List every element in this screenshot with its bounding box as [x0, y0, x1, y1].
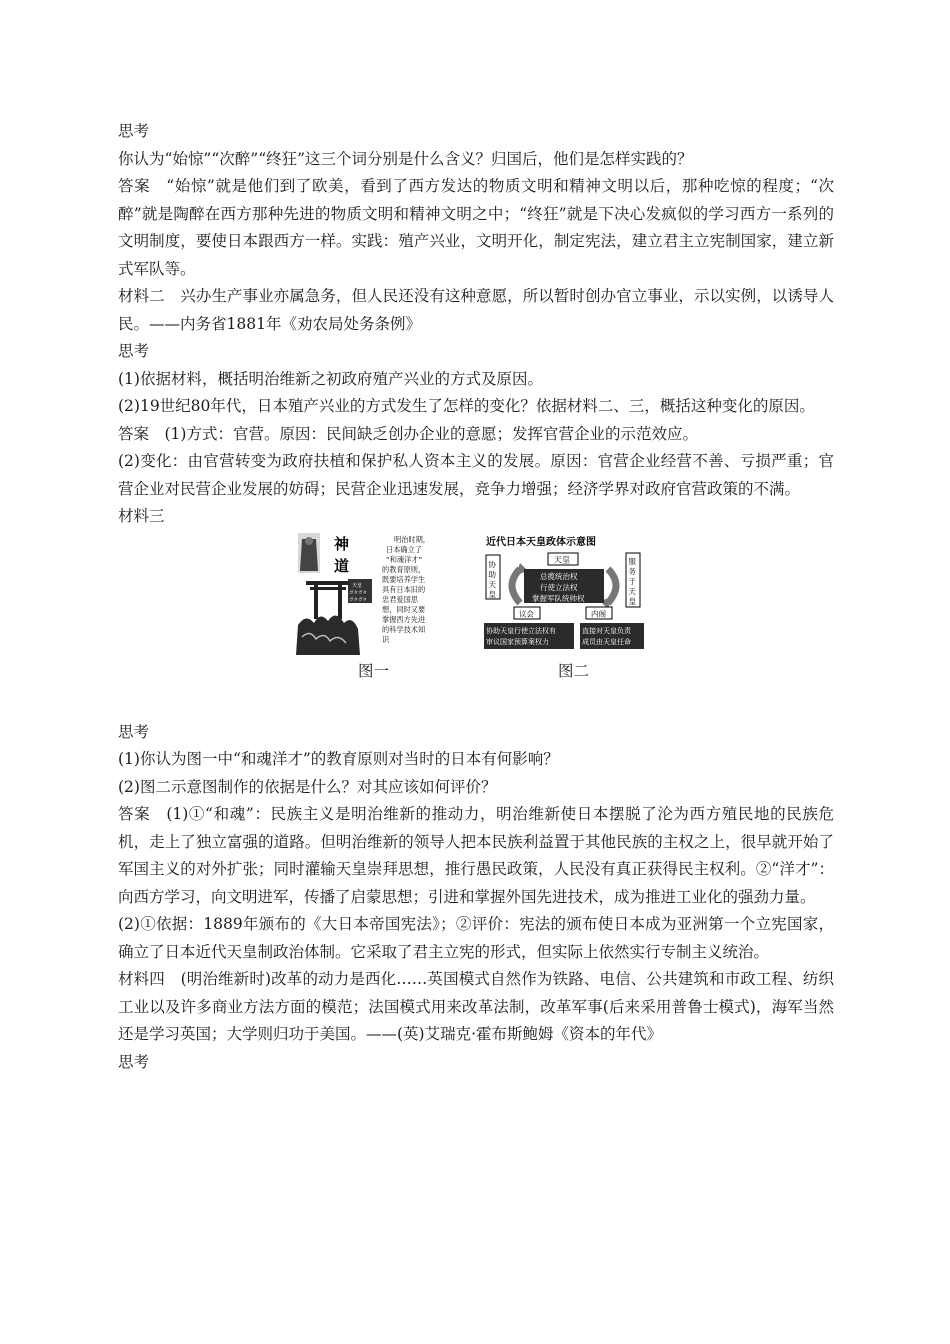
figure-1: [296, 533, 462, 655]
fig2-cabinet: 内阁: [591, 609, 606, 618]
svg-text:务: 务: [628, 566, 636, 576]
svg-text:天: 天: [488, 579, 496, 589]
svg-text:于: 于: [628, 576, 636, 586]
question-1: 你认为“始惊”“次醉”“终狂”这三个词分别是什么含义？归国后，他们是怎样实践的？: [118, 149, 693, 168]
figure-2: [480, 533, 648, 655]
figure-2-caption: 图二: [558, 661, 590, 680]
fig2-right-label: [629, 557, 637, 606]
answer-3-1: 答案 (1)①“和魂”：民族主义是明治维新的推动力，明治维新使日本摆脱了沦为西方殖民地的民族危机，走上了独立富强的道路。但明治维新的领导人把本民族利益置于其他民族的主权之上，很早就开始了军国主义的对外扩张；同时灌输天皇崇拜思想，推行愚民政策，人民没有真正获得民主权利。②“洋才”：向西方学习，向文明进军，传播了启蒙思想；引进和掌握外国先进技术，成为推进工业化的强劲力量。: [118, 805, 834, 906]
fig1-text-line-5: 既要培养学生: [382, 574, 426, 584]
cycle-arrow-right-icon: [608, 569, 616, 603]
svg-text:协: 协: [488, 559, 496, 569]
question-2-2: (2)19世纪80年代，日本殖产兴业的方式发生了怎样的变化？依据材料二、三，概括这种变化的原因。: [118, 397, 815, 415]
heading-think-2: 思考: [118, 342, 150, 360]
question-2-1: (1)依据材料，概括明治维新之初政府殖产兴业的方式及原因。: [118, 369, 543, 388]
fig1-side-text-3: ガタガタ: [349, 597, 367, 603]
fig1-text-line-4: 的教育原则，: [382, 564, 426, 574]
svg-text:天: 天: [628, 586, 636, 596]
question-3-2: (2)图二示意图制作的依据是什么？对其应该如何评价？: [118, 777, 497, 796]
heading-think-3: 思考: [118, 722, 150, 741]
fig1-text-line-8: 想，同时又要: [382, 604, 426, 614]
answer-2-2: (2)变化：由官营转变为政府扶植和保护私人资本主义的发展。原因：官营企业经营不善、亏损严重；官营企业对民营企业发展的妨碍；民营企业迅速发展，竞争力增强；经济学界对政府官营政策的不满。: [118, 452, 834, 498]
fig1-text-line-10: 的科学技术知: [382, 624, 426, 634]
svg-text:皇: 皇: [628, 596, 636, 606]
heading-think-4: 思考: [118, 1052, 150, 1071]
fig2-bottom-right-2: 成员由天皇任命: [582, 637, 631, 646]
document-page: [118, 118, 834, 1076]
figure-1-caption: 图一: [358, 661, 390, 680]
fig1-text-line-2: 日本确立了: [386, 544, 422, 554]
fig1-text-line-1: 明治时期，: [394, 534, 430, 544]
fig1-title-char-2: 道: [334, 556, 350, 575]
svg-text:服: 服: [628, 556, 636, 566]
material-4: 材料四 (明治维新时)改革的动力是西化……英国模式自然作为铁路、电信、公共建筑和市政工程、纺织工业以及许多商业方法方面的模范；法国模式用来改革法制，改革军事(后来采用普鲁士模式)，海军当然还是学习英国；大学则归功于美国。——(英)艾瑞克·霍布斯鲍姆《资本的年代》: [118, 970, 834, 1043]
svg-text:助: 助: [488, 569, 496, 579]
figures-row: [118, 531, 834, 719]
svg-text:皇: 皇: [488, 589, 496, 599]
fig1-side-text-2: ガタガタ: [349, 590, 367, 596]
cycle-arrow-left-icon: [512, 569, 520, 603]
fig2-emperor: 天皇: [554, 555, 570, 564]
fig1-text-line-6: 具有日本旧的: [382, 584, 426, 594]
fig1-side-text-1: 天皇: [352, 582, 363, 589]
heading-think-1: 思考: [118, 122, 150, 140]
answer-3-2: (2)①依据：1889年颁布的《大日本帝国宪法》；②评价：宪法的颁布使日本成为亚洲第一个立宪国家，确立了日本近代天皇制政治体制。它采取了君主立宪的形式，但实际上依然实行专制主义统治。: [118, 915, 834, 961]
fig2-diet: 议会: [519, 609, 534, 618]
material-3-label: 材料三: [118, 507, 165, 525]
torii-gate-icon: [306, 581, 350, 585]
fig2-center-line-1: 总揽统治权: [540, 571, 578, 581]
fig2-center-line-3: 掌握军队统帅权: [532, 593, 585, 603]
fig1-text-line-3: “和魂洋才”: [386, 554, 423, 564]
answer-2-1: 答案 (1)方式：官营。原因：民间缺乏创办企业的意愿；发挥官营企业的示范效应。: [118, 424, 698, 443]
fig1-text-line-9: 掌握西方先进: [382, 614, 426, 624]
fig2-center-line-2: 行使立法权: [540, 582, 578, 592]
fig2-bottom-left-1: 协助天皇行使立法权有: [486, 626, 556, 635]
crowd-illustration: [296, 615, 360, 655]
fig1-text-line-7: 忠君爱国思: [382, 594, 418, 604]
fig1-title-char-1: 神: [334, 534, 350, 553]
answer-1: 答案 “始惊”就是他们到了欧美，看到了西方发达的物质文明和精神文明以后，那种吃惊的程度；“次醉”就是陶醉在西方那种先进的物质文明和精神文明之中；“终狂”就是下决心发疯似的学习西方一系列的文明制度，要使日本跟西方一样。实践：殖产兴业，文明开化，制定宪法，建立君主立宪制国家，建立新式军队等。: [118, 177, 834, 278]
question-3-1: (1)你认为图一中“和魂洋才”的教育原则对当时的日本有何影响？: [118, 750, 559, 768]
material-2: 材料二 兴办生产事业亦属急务，但人民还没有这种意愿，所以暂时创办官立事业，示以实例，以诱导人民。——内务省1881年《劝农局处务条例》: [118, 287, 834, 333]
fig2-title: 近代日本天皇政体示意图: [486, 536, 596, 548]
fig2-bottom-left-2: 审议国家预算案权力: [486, 637, 549, 646]
fig2-bottom-right-1: 直接对天皇负责: [582, 626, 631, 635]
fig1-text-line-11: 识: [382, 634, 390, 644]
